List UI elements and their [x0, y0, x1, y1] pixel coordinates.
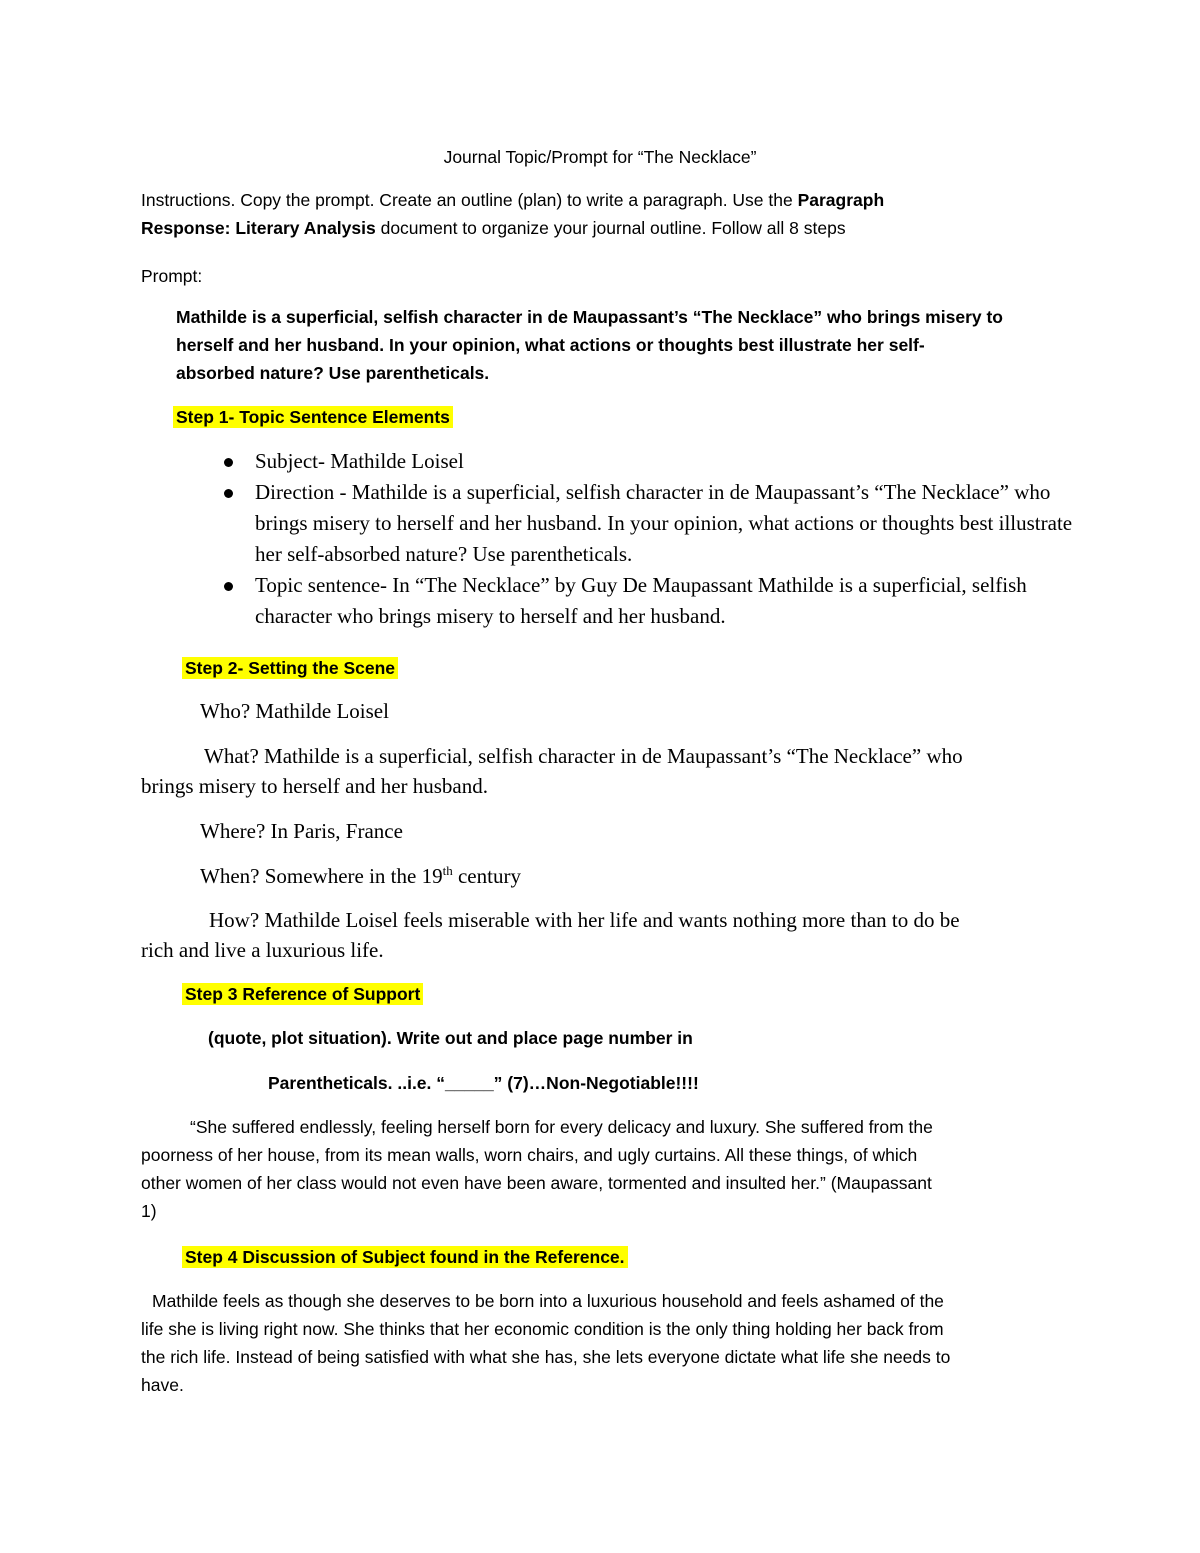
instructions-bold-document: Response: Literary Analysis: [141, 218, 376, 238]
step1-bullet-list: [215, 446, 1095, 632]
step3-quote-line-1: “She suffered endlessly, feeling herself born for every delicacy and luxury. She suffered from the: [190, 1117, 933, 1137]
bullet-icon: [224, 582, 233, 591]
step2-when: [200, 861, 521, 892]
step3-quote-line-3: other women of her class would not even have been aware, tormented and insulted her.” (Maupassant: [141, 1173, 932, 1193]
step2-when-text: When? Somewhere in the 19: [200, 864, 443, 888]
step4-heading: [185, 1243, 628, 1271]
prompt-line-1: Mathilde is a superficial, selfish character in de Maupassant’s “The Necklace” who brings misery to: [176, 307, 1003, 327]
step2-heading: [185, 654, 398, 682]
step4-line-2: life she is living right now. She thinks that her economic condition is the only thing holding her back from: [141, 1319, 944, 1339]
step2-where: Where? In Paris, France: [200, 819, 403, 843]
step2-how-line-2: rich and live a luxurious life.: [141, 938, 384, 962]
step3-line-1: (quote, plot situation). Write out and place page number in: [208, 1028, 693, 1048]
instructions-bold-paragraph: Paragraph: [797, 190, 885, 210]
step2-how-line-1: How? Mathilde Loisel feels miserable with her life and wants nothing more than to do be: [209, 908, 960, 932]
list-item: [215, 446, 1095, 477]
step2-what-line-2: brings misery to herself and her husband.: [141, 774, 489, 798]
step1-heading: [176, 403, 453, 431]
step2-when-text-2: century: [452, 864, 521, 888]
step3-quote-line-4: 1): [141, 1201, 157, 1221]
prompt-line-3: absorbed nature? Use parentheticals.: [176, 363, 490, 383]
bullet-icon: [224, 458, 233, 467]
step4-line-3: the rich life. Instead of being satisfied with what she has, she lets everyone dictate what life she needs to: [141, 1347, 951, 1367]
step2-heading-text: Step 2- Setting the Scene: [182, 657, 398, 679]
instructions-line-2: [141, 214, 846, 242]
step4-line-4: have.: [141, 1375, 184, 1395]
list-item: [215, 570, 1095, 632]
bullet-text: Topic sentence- In “The Necklace” by Guy De Maupassant Mathilde is a superficial, selfish character who brings misery to herself and her husband.: [255, 573, 1027, 628]
prompt-label: Prompt:: [141, 266, 203, 286]
page-title: Journal Topic/Prompt for “The Necklace”: [443, 147, 757, 167]
instructions-text-2: document to organize your journal outline. Follow all 8 steps: [375, 218, 846, 238]
list-item: [215, 477, 1095, 570]
step4-line-1: Mathilde feels as though she deserves to be born into a luxurious household and feels ashamed of the: [152, 1291, 944, 1311]
step2-who: Who? Mathilde Loisel: [200, 699, 389, 723]
step2-when-sup: th: [442, 863, 453, 878]
step3-quote-line-2: poorness of her house, from its mean walls, worn chairs, and ugly curtains. All these things, of which: [141, 1145, 918, 1165]
step4-heading-text: Step 4 Discussion of Subject found in the Reference.: [182, 1246, 628, 1268]
bullet-icon: [224, 489, 233, 498]
bullet-text: Subject- Mathilde Loisel: [255, 449, 464, 473]
instructions-line-1: [141, 186, 884, 214]
bullet-text: Direction - Mathilde is a superficial, selfish character in de Maupassant’s “The Necklace” who brings misery to herself and her husband. In your opinion, what actions or thoughts best illustrate her self-absorbed nature? Use parentheticals.: [255, 480, 1073, 566]
step3-heading-text: Step 3 Reference of Support: [182, 983, 423, 1005]
step2-what-line-1: What? Mathilde is a superficial, selfish character in de Maupassant’s “The Necklace” who: [204, 744, 963, 768]
prompt-line-2: herself and her husband. In your opinion, what actions or thoughts best illustrate her self-: [176, 335, 925, 355]
instructions-text: Instructions. Copy the prompt. Create an outline (plan) to write a paragraph. Use the: [141, 190, 798, 210]
step3-heading: [185, 980, 423, 1008]
step1-heading-text: Step 1- Topic Sentence Elements: [173, 406, 453, 428]
step3-line-2: Parentheticals. ..i.e. “_____” (7)…Non-Negotiable!!!!: [268, 1073, 699, 1093]
